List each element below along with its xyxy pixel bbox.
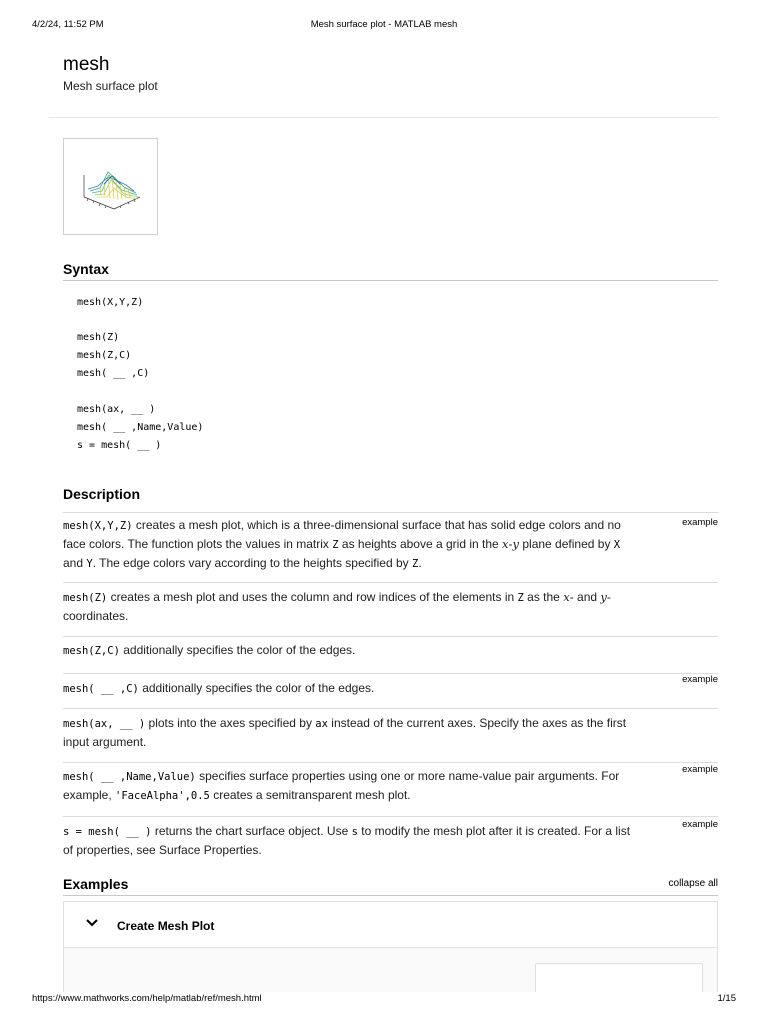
text-run: plane defined by <box>519 537 614 551</box>
text-run: additionally specifies the color of the edges. <box>119 643 356 657</box>
code-term[interactable]: mesh(X,Y,Z) <box>63 520 133 532</box>
title-divider <box>49 117 718 118</box>
code-term: Z <box>517 592 524 604</box>
print-url: https://www.mathworks.com/help/matlab/ref/mesh.html <box>32 993 262 1004</box>
example-link[interactable]: example <box>682 764 718 775</box>
description-divider <box>63 708 718 709</box>
print-header <box>0 19 768 33</box>
example-link[interactable]: example <box>682 819 718 830</box>
description-divider <box>63 636 718 637</box>
text-run: instead of the current axes. Specify the axes as the first input argument. <box>63 716 627 749</box>
example-header[interactable] <box>64 902 717 948</box>
text-run: - and <box>569 590 601 604</box>
code-term: Z <box>332 539 339 551</box>
text-run: creates a mesh plot, which is a three-dimensional surface that has solid edge colors and no face colors. The function plots the values in matrix <box>63 518 621 551</box>
description-divider <box>63 762 718 763</box>
code-term[interactable]: mesh(Z,C) <box>63 645 120 657</box>
code-term: s <box>351 826 358 838</box>
text-run: and <box>63 556 87 570</box>
description-divider <box>63 582 718 583</box>
text-run: . The edge colors vary according to the heights specified by <box>92 556 412 570</box>
code-term: X <box>613 539 621 551</box>
code-term: Z <box>411 558 419 570</box>
mesh-plot-thumbnail[interactable] <box>63 138 158 235</box>
examples-heading: Examples <box>63 876 129 892</box>
text-run: returns the chart surface object. Use <box>151 824 352 838</box>
text-run: creates a mesh plot and uses the column and row indices of the elements in <box>107 590 518 604</box>
syntax-line: mesh( __ ,Name,Value) <box>77 422 204 433</box>
code-term[interactable]: s = mesh( __ ) <box>63 826 152 838</box>
code-term[interactable]: mesh( __ ,C) <box>63 683 139 695</box>
example-title: Create Mesh Plot <box>117 919 215 933</box>
print-date: 4/2/24, 11:52 PM <box>32 19 104 30</box>
example-link[interactable]: example <box>682 674 718 685</box>
description-text <box>63 822 638 859</box>
description-text <box>63 588 638 625</box>
math-var: x <box>502 537 509 551</box>
syntax-line: mesh(X,Y,Z) <box>77 297 144 308</box>
print-page-number: 1/15 <box>717 993 736 1004</box>
text-run: additionally specifies the color of the edges. <box>138 681 375 695</box>
description-divider <box>63 816 718 817</box>
description-divider <box>63 512 718 513</box>
syntax-line: mesh(ax, __ ) <box>77 404 156 415</box>
text-run: . <box>418 556 422 570</box>
print-page-title: Mesh surface plot - MATLAB mesh <box>310 19 458 30</box>
description-text <box>63 641 638 660</box>
text-run: as heights above a grid in the <box>338 537 503 551</box>
math-var: y <box>600 590 607 604</box>
math-var: x <box>563 590 570 604</box>
syntax-line: mesh(Z,C) <box>77 350 132 361</box>
page-title: mesh <box>63 54 110 75</box>
description-heading: Description <box>63 486 141 502</box>
text-run: specifies surface properties using one or more name-value pair arguments. For example, <box>63 769 620 802</box>
code-term[interactable]: mesh(ax, __ ) <box>63 718 146 730</box>
text-run: plots into the axes specified by <box>145 716 316 730</box>
math-var: y <box>512 537 520 551</box>
code-term: 'FaceAlpha',0.5 <box>115 790 210 802</box>
code-term[interactable]: mesh( __ ,Name,Value) <box>63 771 196 783</box>
code-term: Y <box>86 558 93 570</box>
syntax-heading: Syntax <box>63 261 109 277</box>
code-term[interactable]: mesh(Z) <box>63 592 108 604</box>
collapse-all-link[interactable]: collapse all <box>668 878 718 889</box>
description-text <box>63 767 638 805</box>
example-code-box[interactable] <box>535 963 703 992</box>
examples-divider <box>63 895 718 896</box>
text-run: - coordinates. <box>63 590 611 623</box>
page-subtitle: Mesh surface plot <box>63 79 158 93</box>
example-panel <box>63 901 718 992</box>
chevron-down-icon[interactable] <box>86 918 98 928</box>
description-divider <box>63 673 718 674</box>
text-run: creates a semitransparent mesh plot. <box>209 788 411 802</box>
syntax-divider <box>63 280 718 281</box>
syntax-line: mesh( __ ,C) <box>77 368 150 379</box>
syntax-line: mesh(Z) <box>77 332 120 343</box>
mesh-plot-thumbnail-icon <box>64 139 157 234</box>
text-run: as the <box>523 590 564 604</box>
text-run: to modify the mesh plot after it is created. For a list of properties, see Surface Properties. <box>63 824 631 857</box>
description-text <box>63 516 638 573</box>
syntax-line: s = mesh( __ ) <box>77 440 162 451</box>
code-term: ax <box>315 718 328 730</box>
description-text <box>63 679 638 698</box>
example-link[interactable]: example <box>682 517 718 528</box>
text-run: - <box>508 537 513 551</box>
description-text <box>63 714 638 751</box>
